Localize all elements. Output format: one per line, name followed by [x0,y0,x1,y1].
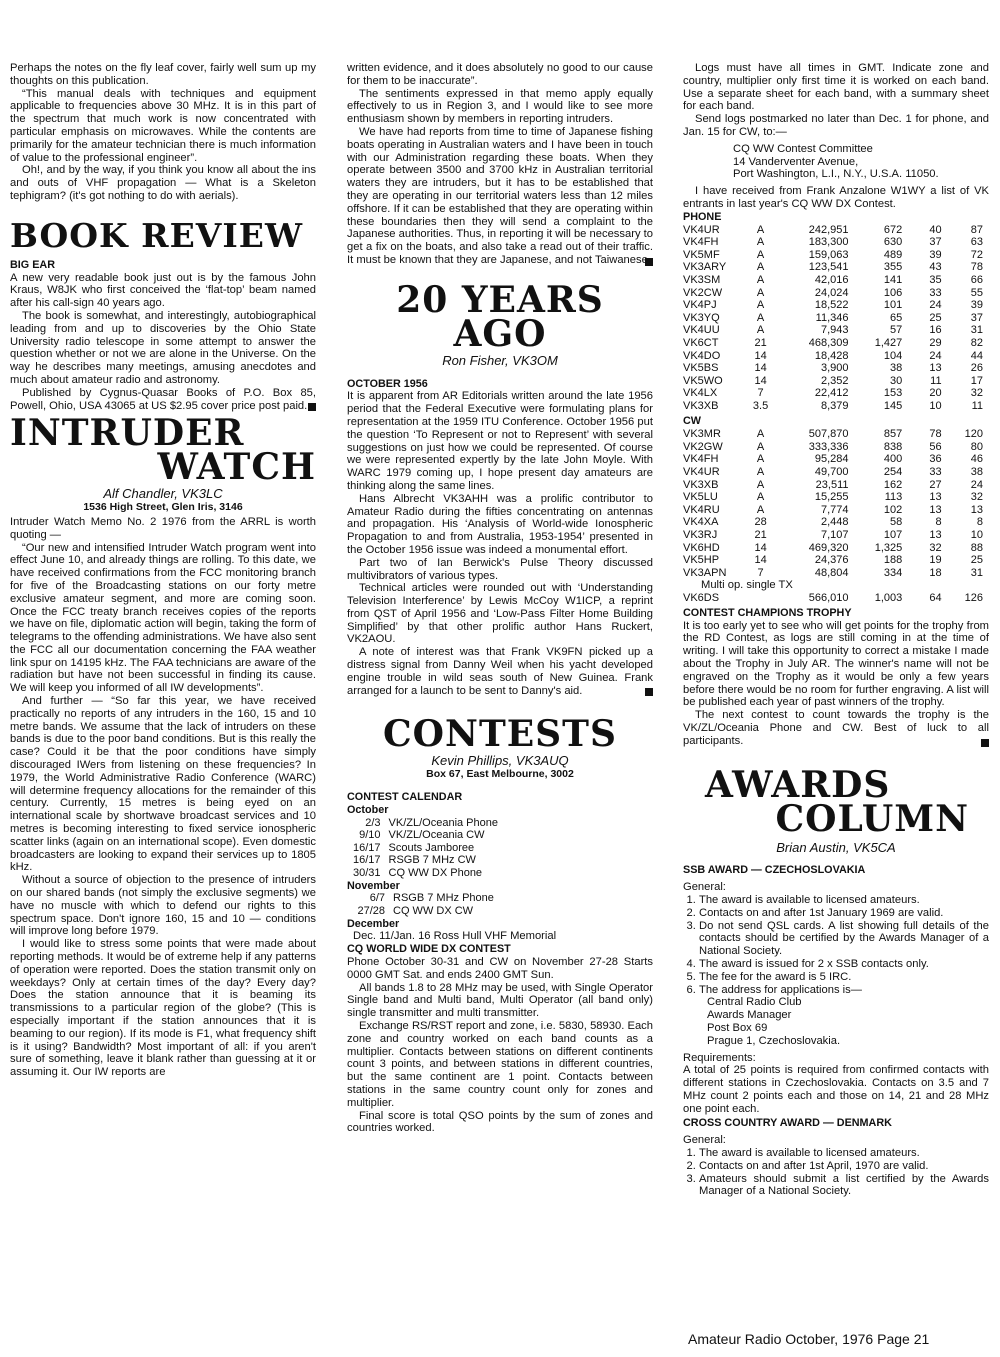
result-cell: 28 [754,516,767,529]
result-cell: 8,379 [820,399,849,412]
ssb-award-list [683,894,989,996]
result-cell: 14 [754,349,767,362]
result-cell: 2,448 [820,516,849,529]
paragraph: “Our new and intensified Intruder Watch program went into effect June 10, and already things are rolling. To this date, we have received confirmations from the FCC monitoring branch for five of the Broadcasting stations on our forty metre exclusive amateur segment, and more are coming soon. Once the FCC treaty branch receives copies of the reports we have on file, diplomatic action will begin, taking the form of telegrams to the offending administrations. We have also sent the FCC all our documentation concerning the FAA weather link spur on 14195 kHz. The FAA technicians are aware of the radiation but have not been successful in finding its cause. We will keep you informed of all IW developments”. [10,541,316,695]
result-cell: 65 [890,311,903,324]
end-mark-icon [645,688,653,696]
result-cell: VK4PJ [683,299,717,312]
result-row [683,491,983,504]
end-mark-icon [981,739,989,747]
result-cell: VK4FH [683,453,719,466]
result-cell: A [756,491,765,504]
result-cell: 37 [929,236,942,249]
book-review-heading: BOOK REVIEW [10,215,303,255]
calendar-row: 16/17 RSGB 7 MHz CW [353,854,476,867]
result-cell: 857 [883,428,903,441]
result-cell: 120 [964,428,983,441]
result-row [683,375,983,388]
paragraph: I would like to stress some points that were made about reporting methods. It would be of extreme help if any patterns of operation were reported. Does the station transmit only on weekdays? Only at certain times of the day? Every day? Does the station announce that it is beaming its transmissions to a particular region of the globe? (This is especially important if the station announces that it is beaming to our region). If its mode is F1, what frequency shift is it using? Bandwidth? Most important of all: if you aren't sure of something, leave it blank rather than guessing at it or assuming it. Our IW reports are [10,938,316,1079]
intruder-watch-heading-line2: WATCH [157,446,316,489]
result-cell: 13 [929,362,942,375]
contests-byline: Kevin Phillips, VK3AUQ [431,753,569,769]
result-cell: 87 [970,223,983,236]
result-cell: 66 [970,273,983,286]
result-row [683,516,983,529]
result-cell: 72 [970,248,983,261]
paragraph: Technical articles were rounded out with ‘Understanding Television Interference’ by Lewis McCoy W1ICP, a reprint from QST of April 1956 and ‘Low-Pass Filter Home Building Simplified’ by that other prolific author Hans Ruckert, VK2AOU. [347,582,653,646]
paragraph: Intruder Watch Memo No. 2 1976 from the ARRL is worth quoting — [10,515,316,541]
result-cell: 18 [929,566,942,579]
result-cell: 400 [883,453,903,466]
paragraph: I have received from Frank Anzalone W1WY a list of VK entrants in last year's CQ WW DX Contest. [683,185,989,210]
result-cell: 40 [929,223,942,236]
result-cell: 26 [970,362,983,375]
paragraph: Part two of Ian Berwick's Pulse Theory discussed multivibrators of various types. [347,556,653,582]
result-cell: 64 [929,592,942,605]
result-cell: 14 [754,554,767,567]
result-cell: 2,352 [820,374,849,387]
result-cell: 145 [883,399,903,412]
awards-heading-line1: AWARDS [705,763,891,806]
list-item: 3. Amateurs should submit a list certified by the Awards Manager of a National Society. [699,1173,989,1199]
result-cell: 630 [883,236,903,249]
column-2 [347,0,653,1135]
end-mark-icon [308,403,316,411]
result-cell: 20 [929,387,942,400]
result-cell: 33 [929,466,942,479]
result-cell: 19 [929,554,942,567]
result-cell: VK4LX [683,387,718,400]
list-item: 3. Do not send QSL cards. A list showing full details of the contacts should be certified by the Awards Manager of a National Society. [699,920,989,958]
paragraph: Phone October 30-31 and CW on November 27-28 Starts 0000 GMT Sat. and ends 2400 GMT Sun. [347,956,653,981]
column-1 [10,0,316,1079]
result-cell: 38 [970,466,983,479]
result-cell: 7,774 [820,503,849,516]
result-row [683,337,983,350]
result-cell: A [756,453,765,466]
result-cell: 242,951 [808,223,849,236]
result-cell: 38 [890,362,903,375]
december-entry: Dec. 11/Jan. 16 Ross Hull VHF Memorial [353,930,557,943]
result-cell: 14 [754,362,767,375]
multi-op-label: Multi op. single TX [701,579,793,592]
result-cell: 183,300 [808,236,849,249]
result-cell: 31 [970,566,983,579]
result-cell: VK5HP [683,554,720,567]
result-cell: 507,870 [808,428,849,441]
paragraph: Without a source of objection to the presence of intruders on our shared bands (not simply the exclusive segments) we have no muscle with which to defend our rights to this spectrum space. Don't ignore 160, 15 and 10 — conditions will improve long before 1979. [10,874,316,938]
result-row [683,542,983,555]
result-cell: VK3ARY [683,261,727,274]
result-cell: 11 [930,374,942,387]
result-row [683,387,983,400]
result-cell: 672 [883,223,903,236]
paragraph: “This manual deals with techniques and equipment applicable to frequencies above 30 MHz. It is in this part of the spectrum that much work is now concentrated with particular emphasis on microwaves. While the contents are primarily for the amateur technician there is much information of value to the professional engineer”. [10,87,316,164]
result-row [683,529,983,542]
result-cell: 29 [929,336,942,349]
paragraph: Published by Cygnus-Quasar Books of P.O. Box 85, Powell, Ohio, USA 43065 at US $2.95 cover price post paid. [10,386,316,412]
book-review-subheading: BIG EAR [10,258,55,271]
paragraph: The next contest to count towards the trophy is the VK/ZL/Oceania Phone and CW. Best of luck to all participants. [683,709,989,747]
list-item: 5. The fee for the award is 5 IRC. [699,971,989,984]
result-cell: 63 [970,236,983,249]
paragraph: Oh!, and by the way, if you think you know all about the ins and outs of VHF propagation — What is a Skeleton tephigram? (it's got nothing to do with aerials). [10,164,316,202]
paragraph: A note of interest was that Frank VK9FN picked up a distress signal from Danny Weil when his yacht developed engine trouble in wild seas south of New Guinea. Frank arranged for a launch to be sent to Danny's aid. [347,646,653,697]
intruder-watch-heading-line1: INTRUDER [10,412,245,455]
result-cell: 39 [929,248,942,261]
result-cell: 27 [929,478,942,491]
result-cell: 13 [970,503,983,516]
cw-results-table [683,428,983,579]
result-row [683,554,983,567]
result-cell: 162 [883,478,903,491]
result-cell: 17 [970,374,983,387]
calendar-month: December [347,917,400,930]
result-cell: 489 [883,248,903,261]
result-row [683,324,983,337]
result-cell: 36 [929,453,942,466]
result-cell: 42,016 [814,273,849,286]
general-label: General: [683,881,726,894]
paragraph: A new very readable book just out is by the famous John Kraus, W8JK who first conceived the ‘flat-top’ beam named after his call-sign 40 years ago. [10,271,316,310]
result-cell: VK4XA [683,516,719,529]
calendar-row: 6/7 RSGB 7 MHz Phone [369,892,494,905]
result-cell: 123,541 [808,261,849,274]
result-cell: 23,511 [815,478,849,491]
result-cell: 56 [929,440,942,453]
result-cell: 566,010 [808,592,849,605]
result-cell: 7,943 [820,324,849,337]
phone-label: PHONE [683,210,722,223]
result-cell: 14 [754,374,767,387]
result-cell: 101 [883,299,903,312]
paragraph: We have had reports from time to time of Japanese fishing boats operating in Australian waters and I have been in touch with our Administration regarding these boats. When they operate between 3500 and 3700 kHz in Australian territorial waters they are intruders, but it has to be established that they are operating in our territorial waters less than 12 miles offshore. If it can be established that they are operating within these boundaries then they will send a complaint to the Japanese authorities. Thus, in reporting it will be necessary to get a fix on the boats, and also take a read out of their traffic. It must be known that they are Japanese, and not Taiwanese. [347,125,653,266]
result-cell: 57 [890,324,903,337]
result-row [683,441,983,454]
result-cell: VK4UR [683,466,720,479]
result-cell: 141 [883,273,903,286]
result-row [683,299,983,312]
result-cell: 8 [976,516,983,529]
result-cell: 106 [883,286,903,299]
result-cell: VK3MR [683,428,721,441]
result-cell: 25 [970,554,983,567]
contest-committee-address: CQ WW Contest Committee 14 Vanderventer Avenue, Port Washington, L.I., N.Y., U.S.A. 11050. [733,142,939,181]
cross-country-list [683,1147,989,1198]
paragraph: And further — “So far this year, we have received practically no reports of any intruders in the 160, 15 and 10 metre bands. We assume that the lack of intruders on these bands is due to the poor band conditions. But is this really the case? Could it be that the poor conditions have simply discouraged IWers from listening on these frequencies? In 1979, the World Administrative Radio Conference (WARC) will determine frequency allocations for the remainder of this century. Currently, 15 metres is being eyed on an international scale by shortwave broadcast services and 10 metres is becoming interesting to fixed service ionospheric scatter links (again on an international scope). Even domestic broadcasters are looking to expand their services up to 1805 kHz. [10,695,316,874]
result-cell: VK2GW [683,440,723,453]
result-cell: 838 [883,440,903,453]
result-cell: 18,428 [814,349,849,362]
result-cell: 15,255 [814,491,849,504]
result-cell: A [756,299,765,312]
result-cell: VK3APN [683,566,727,579]
ssb-award-address: Central Radio Club Awards Manager Post Box 69 Prague 1, Czechoslovakia. [707,996,841,1047]
list-item: 4. The award is issued for 2 x SSB contacts only. [699,958,989,971]
calendar-row: 16/17 Scouts Jamboree [353,841,475,854]
result-row [683,567,983,580]
result-cell: 46 [970,453,983,466]
requirements-label: Requirements: [683,1051,756,1064]
result-cell: 21 [754,336,767,349]
result-cell: A [756,236,765,249]
result-cell: A [756,248,765,261]
result-row [683,312,983,325]
result-cell: 13 [929,503,942,516]
result-cell: 88 [970,541,983,554]
result-cell: VK5WO [683,374,723,387]
column-3 [683,0,989,1198]
result-cell: VK3XB [683,399,719,412]
result-cell: 18,522 [814,299,849,312]
result-cell: 24 [929,299,942,312]
calendar-row: 9/10 VK/ZL/Oceania CW [359,829,485,842]
paragraph: It is apparent from AR Editorials written around the late 1956 period that the Federal Executive were formulating plans for representation at the 1959 ITU Conference. October 1956 put the question ‘To Represent or not to Represent’ with several suggestions on just how we could be represented. Of course we were represented expertly by the late John Moyle. With WARC 1979 coming up, I hope present day amateurs are thinking along the same lines. [347,390,653,492]
result-cell: 48,804 [814,566,849,579]
result-cell: VK4DO [683,349,721,362]
result-cell: A [756,273,765,286]
result-cell: 8 [935,516,942,529]
result-cell: VK5BS [683,362,719,375]
paragraph: All bands 1.8 to 28 MHz may be used, with Single Operator Single band and Multi band, Multi Operator (all band only) single transmitter and multi transmitter. [347,981,653,1020]
result-cell: VK4UR [683,223,720,236]
paragraph: Send logs postmarked no later than Dec. 1 for phone, and Jan. 15 for CW, to:— [683,113,989,138]
result-cell: A [756,503,765,516]
cw-label: CW [683,415,701,428]
result-row [683,224,983,237]
awards-heading-line2: COLUMN [775,797,969,840]
result-cell: 24,024 [814,286,849,299]
result-row [683,453,983,466]
ssb-award-heading: SSB AWARD — CZECHOSLOVAKIA [683,864,866,877]
result-cell: A [756,440,765,453]
result-cell: 254 [883,466,903,479]
result-row [683,236,983,249]
result-cell: VK5LU [683,491,718,504]
result-cell: 159,063 [808,248,849,261]
paragraph: Perhaps the notes on the fly leaf cover, fairly well sum up my thoughts on this publication. [10,62,316,87]
result-row [683,362,983,375]
result-cell: 113 [884,491,903,504]
result-cell: VK6CT [683,336,719,349]
result-cell: 10 [970,529,983,542]
result-cell: 24 [929,349,942,362]
paragraph: Logs must have all times in GMT. Indicate zone and country, multiplier only first time it is worked on each band. Use a separate sheet for each band, with a summary sheet for each band. [683,62,989,113]
result-cell: VK3SM [683,273,721,286]
calendar-row: 2/3 VK/ZL/Oceania Phone [365,816,498,829]
result-cell: A [756,286,765,299]
result-cell: A [756,223,765,236]
intruder-address: 1536 High Street, Glen Iris, 3146 [83,501,243,514]
result-cell: 37 [970,311,983,324]
result-cell: VK4UU [683,324,720,337]
paragraph: A total of 25 points is required from confirmed contacts with different stations in Czechoslovakia. Contacts on 3.5 and 7 MHz count 2 points each and those on 14, 21 and 28 MHz one point each. [683,1064,989,1115]
result-cell: 126 [964,592,983,605]
cqww-heading: CQ WORLD WIDE DX CONTEST [347,943,511,956]
result-cell: 24,376 [814,554,849,567]
list-item: 1. The award is available to licensed amateurs. [699,894,989,907]
multi-op-table [683,592,983,605]
result-cell [745,592,776,605]
calendar-heading: CONTEST CALENDAR [347,791,463,804]
calendar-month: October [347,803,389,816]
calendar-row: 30/31 CQ WW DX Phone [353,867,483,880]
result-cell: 7 [757,387,764,400]
result-cell: VK4RU [683,503,720,516]
result-cell: VK6DS [683,592,720,605]
result-cell: 35 [929,273,942,286]
calendar-table-november [353,892,502,917]
result-cell: A [756,311,765,324]
result-row [683,249,983,262]
calendar-month: November [347,879,400,892]
result-cell: 25 [929,311,942,324]
result-cell: 24 [970,478,983,491]
result-cell: 3,900 [820,362,849,375]
result-cell: 32 [970,387,983,400]
result-cell: VK2CW [683,286,723,299]
result-cell: 78 [970,261,983,274]
result-cell: 188 [883,554,903,567]
contests-heading: CONTESTS [383,713,617,756]
paragraph: It is too early yet to see who will get points for the trophy from the RD Contest, as logs are still coming in at the time of writing. I will take this opportunity to correct a mistake I made about the Trophy in July AR. The winner's name will not be engraved on the Trophy as it would be only a few years before there would be no room for further engraving. A list will be published each year of past winners of the trophy. [683,619,989,709]
result-cell: 333,336 [808,440,849,453]
paragraph: Exchange RS/RST report and zone, i.e. 5830, 58930. Each zone and country worked on each band counts as a multiplier. Contacts between stations on different continents count 3 points, and between stations in different countries, but the same continent are 1 point. Contacts between stations in the same country count only for zones and multiplier. [347,1019,653,1109]
result-cell: VK3YQ [683,311,720,324]
calendar-table-october [353,817,506,880]
paragraph: Final score is total QSO points by the sum of zones and countries worked. [347,1109,653,1135]
result-cell: 22,412 [814,387,849,400]
result-cell: 3.5 [752,399,769,412]
calendar-row: 27/28 CQ WW DX CW [357,905,474,918]
result-cell: VK3XB [683,478,719,491]
result-row [683,350,983,363]
result-cell: 153 [883,387,903,400]
result-cell: 32 [929,541,942,554]
result-cell: 102 [883,503,903,516]
phone-results-table [683,224,983,413]
result-cell: VK6HD [683,541,720,554]
result-cell: 104 [883,349,903,362]
result-row [683,261,983,274]
result-cell: 11 [971,399,983,412]
result-cell: 58 [890,516,903,529]
general-label: General: [683,1134,726,1147]
page-footer: Amateur Radio October, 1976 Page 21 [688,1331,930,1347]
result-row [683,479,983,492]
result-cell: 55 [970,286,983,299]
trophy-heading: CONTEST CHAMPIONS TROPHY [683,606,852,619]
result-cell: 95,284 [814,453,849,466]
result-cell: 355 [883,261,903,274]
result-cell: A [756,261,765,274]
result-cell: 10 [929,399,942,412]
result-cell: A [756,466,765,479]
awards-byline: Brian Austin, VK5CA [776,839,896,855]
result-cell: VK4FH [683,236,719,249]
result-cell: VK5MF [683,248,720,261]
result-cell: VK3RJ [683,529,718,542]
list-item: 2. Contacts on and after 1st January 1969 are valid. [699,907,989,920]
list-item: 1. The award is available to licensed amateurs. [699,1147,989,1160]
result-cell: 107 [883,529,903,542]
result-cell: 1,427 [874,336,903,349]
result-cell: 30 [890,374,903,387]
result-cell: 21 [754,529,767,542]
result-cell: 468,309 [808,336,849,349]
twenty-years-ago-heading: 20 YEARS AGO [396,278,604,355]
result-cell: 39 [970,299,983,312]
result-cell: A [756,324,765,337]
result-cell: 78 [929,428,942,441]
intruder-byline: Alf Chandler, VK3LC [103,486,223,502]
result-cell: 16 [929,324,942,337]
contests-address: Box 67, East Melbourne, 3002 [426,768,574,781]
result-cell: 32 [970,491,983,504]
result-cell: 7,107 [820,529,849,542]
list-item: 6. The address for applications is— [699,984,989,997]
paragraph: Hans Albrecht VK3AHH was a prolific contributor to Amateur Radio during the fifties concentrating on antennas and propagation. His ‘Analysis of World-wide Ionospheric Propagation to and from Australia, 1953-1954’ presented in the October 1956 issue was indeed a monumental effort. [347,492,653,556]
result-row [683,274,983,287]
cross-country-heading: CROSS COUNTRY AWARD — DENMARK [683,1117,892,1130]
result-row [683,504,983,517]
result-cell: 1,003 [874,592,903,605]
result-cell: 13 [929,529,942,542]
result-cell: A [756,478,765,491]
result-cell: 334 [883,566,903,579]
years-byline: Ron Fisher, VK3OM [442,352,558,368]
result-cell: 1,325 [874,541,903,554]
result-cell: 469,320 [808,541,849,554]
intro-section [10,62,316,203]
result-row [683,428,983,441]
paragraph: The sentiments expressed in that memo apply equally effectively to us in Region 3, and I would like to see more enthusiasm shown by members in reporting intruders. [347,87,653,126]
years-subheading: OCTOBER 1956 [347,377,428,390]
result-cell: 14 [754,541,767,554]
result-row [683,400,983,413]
result-row [683,287,983,300]
result-cell: 49,700 [814,466,849,479]
result-cell: 44 [970,349,983,362]
result-row [683,592,983,605]
paragraph: The book is somewhat, and interestingly, autobiographical leading from and up to discoveries by the Ohio State University radio telescope in some attempt to answer the question whether or not we are alone in the Universe. On the way he describes many meetings, amusing anecdotes and much about amateur radio and astronomy. [10,309,316,386]
paragraph: written evidence, and it does absolutely no good to our cause for them to be inaccurate”. [347,62,653,87]
result-cell: 82 [970,336,983,349]
result-row [683,466,983,479]
result-cell: 11,346 [815,311,849,324]
list-item: 2. Contacts on and after 1st April, 1970 are valid. [699,1160,989,1173]
result-cell: A [756,428,765,441]
result-cell: 31 [970,324,983,337]
result-cell: 13 [929,491,942,504]
result-cell: 80 [970,440,983,453]
result-cell: 33 [929,286,942,299]
result-cell: 7 [757,566,764,579]
result-cell: 43 [929,261,942,274]
